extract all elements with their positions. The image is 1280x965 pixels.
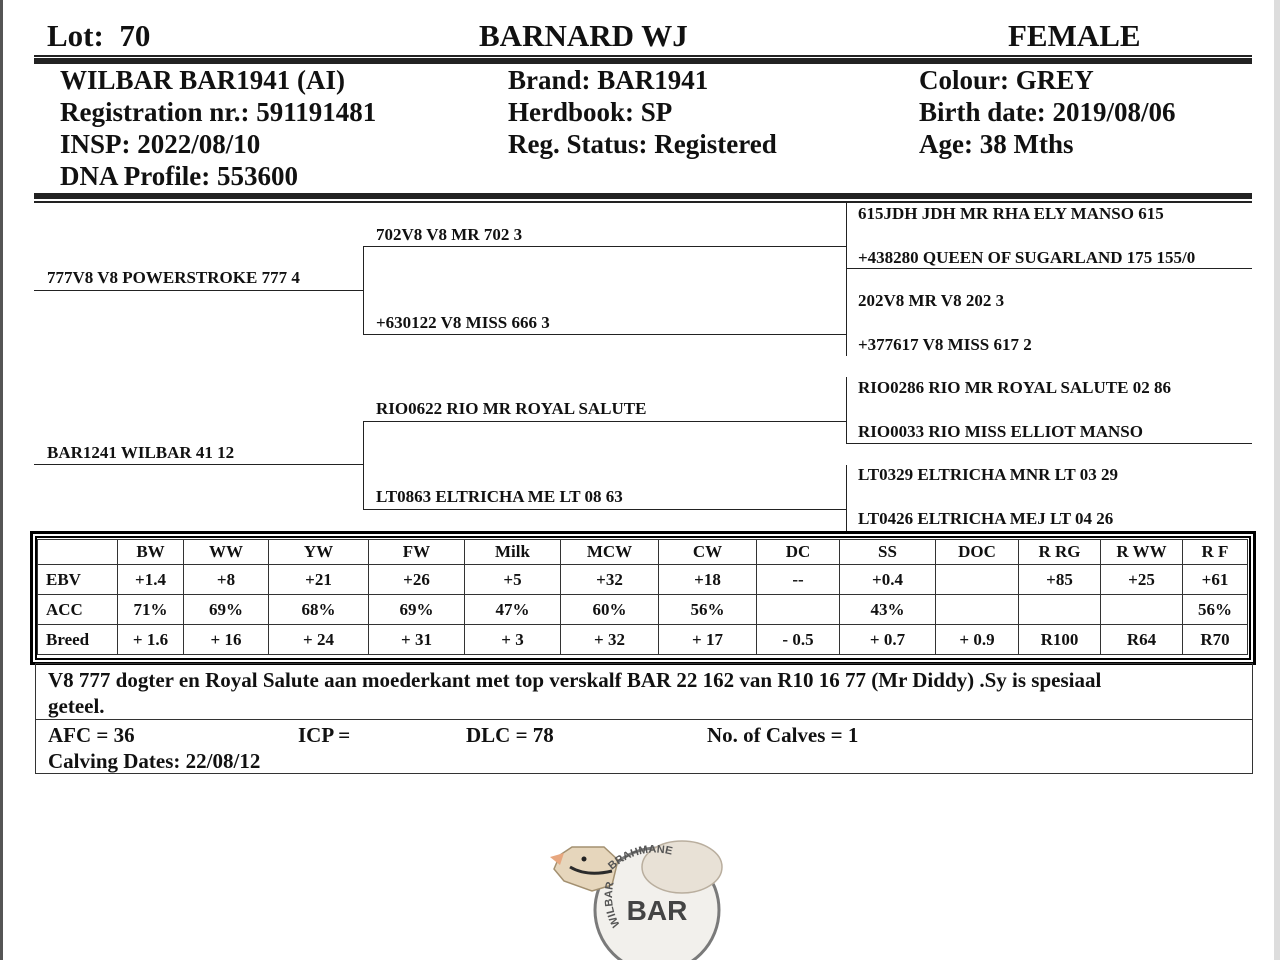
ebv-cell: + 1.6	[118, 625, 184, 655]
ebv-header-cell: Milk	[465, 540, 561, 565]
ebv-header-cell: MCW	[561, 540, 659, 565]
wilbar-brahmane-logo	[542, 825, 738, 960]
ebv-cell: +61	[1183, 565, 1248, 595]
ebv-cell: 60%	[561, 595, 659, 625]
logo-arc-left-text: WILBAR	[602, 880, 623, 930]
ebv-cell: +85	[1019, 565, 1101, 595]
ebv-cell: R100	[1019, 625, 1101, 655]
inspection-date: INSP: 2022/08/10	[60, 129, 261, 159]
pedigree-ggp: 202V8 MR V8 202 3	[858, 291, 1005, 310]
ebv-header-cell: R WW	[1101, 540, 1183, 565]
registration-number: Registration nr.: 591191481	[60, 97, 377, 127]
ebv-row-label: ACC	[38, 595, 118, 625]
ebv-cell: 69%	[369, 595, 465, 625]
breeder-name: BARNARD WJ	[479, 18, 688, 53]
ebv-cell: + 3	[465, 625, 561, 655]
ebv-row-breed	[38, 625, 1248, 655]
ebv-cell: --	[757, 565, 840, 595]
icp-value: ICP =	[298, 723, 351, 747]
ggp-line-2	[846, 268, 1252, 269]
calves-count: No. of Calves = 1	[707, 723, 859, 747]
pedigree-dam-sire: RIO0622 RIO MR ROYAL SALUTE	[376, 399, 647, 418]
brand: Brand: BAR1941	[508, 65, 709, 95]
dam-line	[34, 464, 363, 465]
ebv-cell: R64	[1101, 625, 1183, 655]
ebv-cell: +0.4	[840, 565, 936, 595]
ebv-cell: 47%	[465, 595, 561, 625]
logo-graphic	[542, 825, 738, 960]
ebv-row-label: EBV	[38, 565, 118, 595]
info-rule-thick	[34, 193, 1252, 199]
dam-sire-line	[363, 421, 846, 422]
ebv-header-cell	[38, 540, 118, 565]
pedigree-dam: BAR1241 WILBAR 41 12	[47, 443, 235, 462]
pedigree-ggp: 615JDH JDH MR RHA ELY MANSO 615	[858, 204, 1164, 223]
ebv-cell	[936, 565, 1019, 595]
ebv-header-cell: DOC	[936, 540, 1019, 565]
remarks-line-1: V8 777 dogter en Royal Salute aan moederkant met top verskalf BAR 22 162 van R10 16 77 (Mr Diddy) .Sy is spesiaal	[48, 668, 1102, 692]
cow-eye-shape	[582, 857, 587, 862]
remarks-line-2: geteel.	[48, 694, 105, 718]
ebv-cell	[936, 595, 1019, 625]
info-rule-thin	[34, 201, 1252, 203]
ebv-cell: +26	[369, 565, 465, 595]
ebv-header-cell: WW	[184, 540, 269, 565]
ebv-cell	[1101, 595, 1183, 625]
ebv-cell: + 31	[369, 625, 465, 655]
ebv-cell: + 32	[561, 625, 659, 655]
ebv-cell	[1019, 595, 1101, 625]
ebv-cell: +8	[184, 565, 269, 595]
header-rule-thin	[34, 55, 1252, 57]
logo-center-text: BAR	[626, 895, 688, 926]
logo-arc-top-text: BRAHMANE	[605, 843, 674, 873]
lot-heading	[47, 18, 150, 54]
ebv-cell: 56%	[659, 595, 757, 625]
ebv-cell: R70	[1183, 625, 1248, 655]
dam-bracket	[363, 421, 364, 509]
herdbook: Herdbook: SP	[508, 97, 673, 127]
pedigree-ggp: RIO0286 RIO MR ROYAL SALUTE 02 86	[858, 378, 1171, 397]
colour: Colour: GREY	[919, 65, 1094, 95]
registration-status: Reg. Status: Registered	[508, 129, 777, 159]
ebv-row-label: Breed	[38, 625, 118, 655]
pedigree-ggp: +438280 QUEEN OF SUGARLAND 175 155/0	[858, 248, 1196, 267]
lot-label: Lot:	[47, 18, 104, 53]
afc-value: AFC = 36	[48, 723, 135, 747]
ggp-bracket-4	[846, 465, 847, 531]
pedigree-ggp: LT0329 ELTRICHA MNR LT 03 29	[858, 465, 1118, 484]
birth-date: Birth date: 2019/08/06	[919, 97, 1176, 127]
page-left-edge	[0, 0, 3, 960]
ebv-header-cell: BW	[118, 540, 184, 565]
calving-dates: Calving Dates: 22/08/12	[48, 749, 261, 773]
ggp-bracket-2	[846, 290, 847, 356]
ebv-header-cell: DC	[757, 540, 840, 565]
calving-box	[35, 719, 1253, 774]
ebv-header-cell: SS	[840, 540, 936, 565]
ebv-header-cell: YW	[269, 540, 369, 565]
ebv-cell: +25	[1101, 565, 1183, 595]
pedigree-sire: 777V8 V8 POWERSTROKE 777 4	[47, 268, 300, 287]
pedigree-ggp: +377617 V8 MISS 617 2	[858, 335, 1032, 354]
dlc-value: DLC = 78	[466, 723, 554, 747]
lot-number: 70	[119, 18, 151, 53]
ebv-cell: + 0.9	[936, 625, 1019, 655]
dam-dam-line	[363, 509, 846, 510]
ebv-header-cell: R F	[1183, 540, 1248, 565]
pedigree-ggp: RIO0033 RIO MISS ELLIOT MANSO	[858, 422, 1143, 441]
ggp-line-6	[846, 443, 1252, 444]
ebv-cell: +1.4	[118, 565, 184, 595]
ebv-cell: - 0.5	[757, 625, 840, 655]
ebv-cell: +21	[269, 565, 369, 595]
ggp-bracket-1	[846, 203, 847, 291]
sire-sire-line	[363, 246, 846, 247]
animal-name: WILBAR BAR1941 (AI)	[60, 65, 346, 95]
pedigree-sire-sire: 702V8 V8 MR 702 3	[376, 225, 523, 244]
ebv-header-cell: R RG	[1019, 540, 1101, 565]
ebv-cell: + 0.7	[840, 625, 936, 655]
ebv-cell: 71%	[118, 595, 184, 625]
age: Age: 38 Mths	[919, 129, 1074, 159]
pedigree-sire-dam: +630122 V8 MISS 666 3	[376, 313, 550, 332]
ebv-cell: +5	[465, 565, 561, 595]
ebv-header-cell: CW	[659, 540, 757, 565]
ebv-cell: 68%	[269, 595, 369, 625]
ebv-cell: +18	[659, 565, 757, 595]
dna-profile: DNA Profile: 553600	[60, 161, 298, 191]
ebv-cell: 43%	[840, 595, 936, 625]
ebv-row-acc	[38, 595, 1248, 625]
ebv-header-cell: FW	[369, 540, 465, 565]
page-right-edge	[1274, 0, 1280, 960]
sire-line	[34, 290, 363, 291]
ggp-bracket-3	[846, 377, 847, 443]
pedigree-ggp: LT0426 ELTRICHA MEJ LT 04 26	[858, 509, 1114, 528]
ebv-cell	[757, 595, 840, 625]
ebv-table	[37, 539, 1248, 655]
ebv-header-row	[38, 540, 1248, 565]
ebv-cell: + 24	[269, 625, 369, 655]
pedigree-dam-dam: LT0863 ELTRICHA ME LT 08 63	[376, 487, 623, 506]
ebv-cell: +32	[561, 565, 659, 595]
sex-label: FEMALE	[1008, 18, 1141, 53]
ebv-cell: 56%	[1183, 595, 1248, 625]
sire-bracket	[363, 246, 364, 334]
header-rule-thick	[34, 58, 1252, 64]
ebv-cell: + 17	[659, 625, 757, 655]
ebv-row-ebv	[38, 565, 1248, 595]
ebv-cell: + 16	[184, 625, 269, 655]
sire-dam-line	[363, 334, 846, 335]
ebv-cell: 69%	[184, 595, 269, 625]
remarks-box	[35, 663, 1253, 720]
